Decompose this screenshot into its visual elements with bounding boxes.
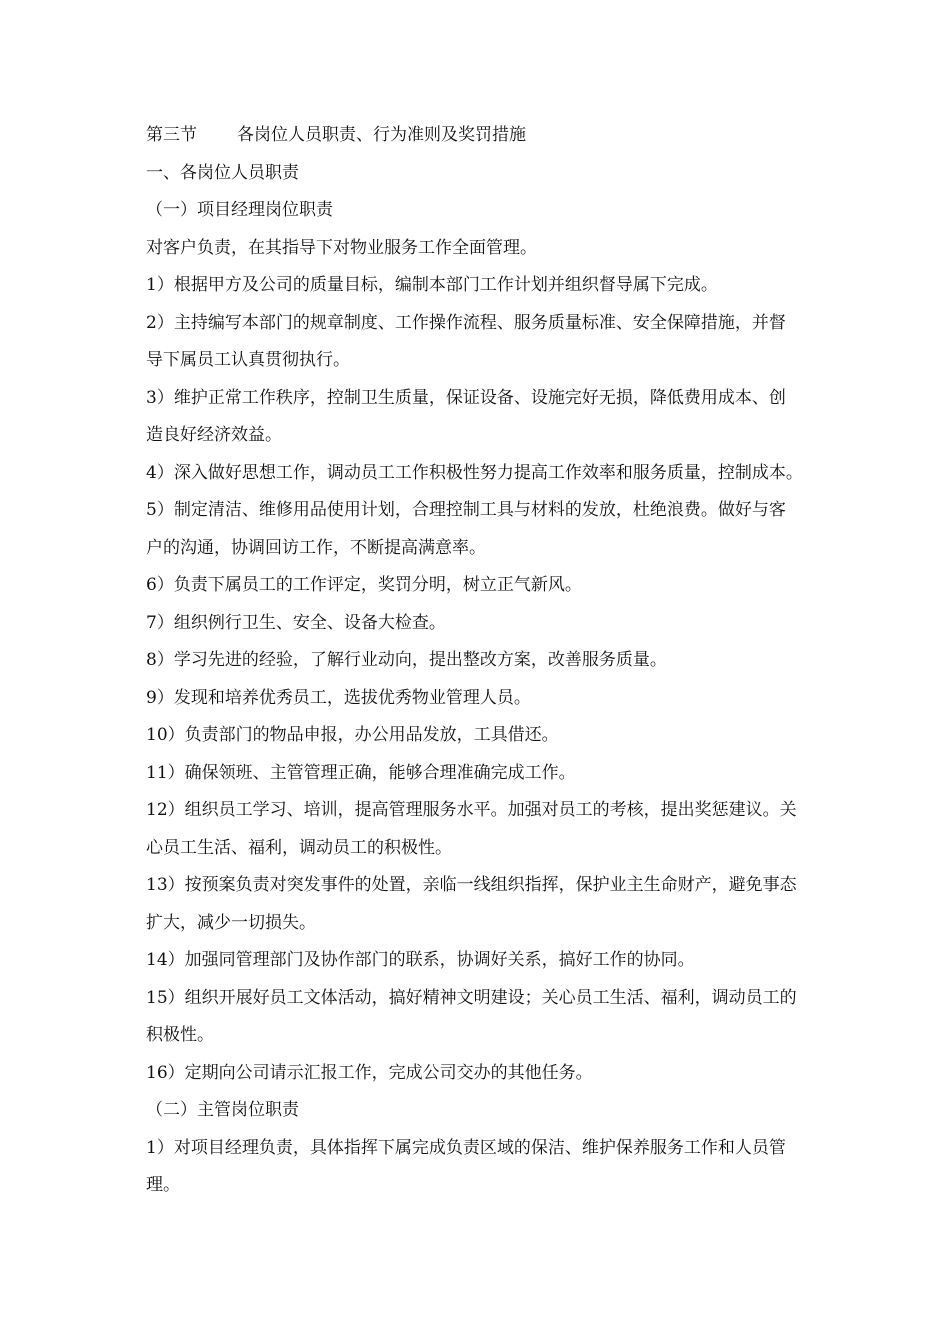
document-body <box>146 117 874 1205</box>
duty-line: 10）负责部门的物品申报，办公用品发放，工具借还。 <box>146 725 559 745</box>
section-title <box>146 117 874 155</box>
section-number: 第三节 <box>146 125 197 145</box>
duty-line: 导下属员工认真贯彻执行。 <box>146 350 350 370</box>
subsection-heading-project-manager: （一）项目经理岗位职责 <box>146 200 333 220</box>
duty-line: 15）组织开展好员工文体活动，搞好精神文明建设；关心员工生活、福利，调动员工的 <box>146 987 797 1008</box>
duty-line: 9）发现和培养优秀员工，选拔优秀物业管理人员。 <box>146 687 531 708</box>
duty-line: 7）组织例行卫生、安全、设备大检查。 <box>146 612 446 633</box>
duty-line: 2）主持编写本部门的规章制度、工作操作流程、服务质量标准、安全保障措施，并督 <box>146 312 786 333</box>
duty-line: 心员工生活、福利，调动员工的积极性。 <box>146 837 452 858</box>
subsection-heading-supervisor: （二）主管岗位职责 <box>146 1100 299 1120</box>
duty-line: 3）维护正常工作秩序，控制卫生质量，保证设备、设施完好无损，降低费用成本、创 <box>146 387 786 408</box>
duty-line: 扩大，减少一切损失。 <box>146 912 316 933</box>
duty-line: 16）定期向公司请示汇报工作，完成公司交办的其他任务。 <box>146 1062 593 1083</box>
duty-line: 4）深入做好思想工作，调动员工工作积极性努力提高工作效率和服务质量，控制成本。 <box>146 462 803 483</box>
duty-line: 1）根据甲方及公司的质量目标，编制本部门工作计划并组织督导属下完成。 <box>146 275 718 295</box>
duty-line: 13）按预案负责对突发事件的处置，亲临一线组织指挥，保护业主生命财产，避免事态 <box>146 875 797 895</box>
duty-line: 理。 <box>146 1175 180 1195</box>
duty-line: 12）组织员工学习、培训，提高管理服务水平。加强对员工的考核，提出奖惩建议。关 <box>146 800 797 820</box>
heading-level-1: 一、各岗位人员职责 <box>146 162 299 183</box>
duty-line: 11）确保领班、主管管理正确，能够合理准确完成工作。 <box>146 762 576 783</box>
duty-line: 8）学习先进的经验，了解行业动向，提出整改方案，改善服务质量。 <box>146 650 667 670</box>
duty-line: 积极性。 <box>146 1025 214 1045</box>
paragraph-intro: 对客户负责，在其指导下对物业服务工作全面管理。 <box>146 237 537 258</box>
duty-line: 造良好经济效益。 <box>146 425 282 445</box>
duty-line: 1）对项目经理负责，具体指挥下属完成负责区域的保洁、维护保养服务工作和人员管 <box>146 1137 786 1158</box>
duty-line: 5）制定清洁、维修用品使用计划，合理控制工具与材料的发放，杜绝浪费。做好与客 <box>146 500 786 520</box>
section-title-text: 各岗位人员职责、行为准则及奖罚措施 <box>237 125 526 145</box>
duty-line: 户的沟通，协调回访工作，不断提高满意率。 <box>146 537 486 558</box>
duty-line: 14）加强同管理部门及协作部门的联系，协调好关系，搞好工作的协同。 <box>146 950 695 970</box>
duty-line: 6）负责下属员工的工作评定，奖罚分明，树立正气新风。 <box>146 575 582 595</box>
